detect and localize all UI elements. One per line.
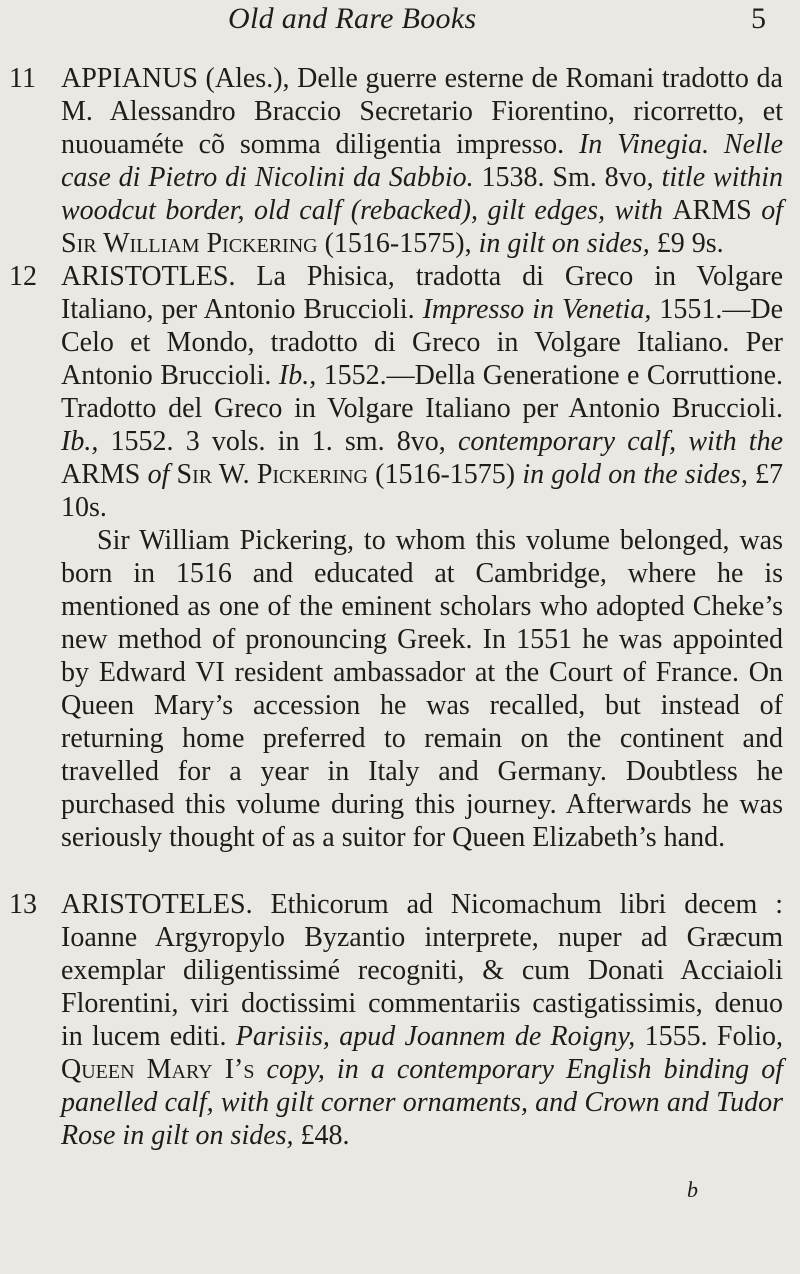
entry-gilt: in gold on the sides, xyxy=(522,459,748,490)
entry-owner-dates: (1516-1575) xyxy=(375,459,516,490)
entry-arms: ARMS xyxy=(672,195,752,226)
entry-ib-2: Ib., xyxy=(61,426,99,457)
page-number: 5 xyxy=(751,2,766,35)
entry-text-part-2: 1552.—Della Generatione e Corruttione. Tradotto del Greco in Volgare Italiano per Antonio Bruccioli. xyxy=(61,360,783,424)
entry-binding: contemporary calf, with the xyxy=(457,426,783,457)
entry-price: £7 10s. xyxy=(61,459,784,523)
entry-owner: Sir W. Pickering xyxy=(176,459,368,490)
entry-owner-dates: (1516-1575), xyxy=(324,228,472,259)
entry-title: ARISTOTLES. La Phisica, tradotta di Greco in Volgare Italiano, per Antonio Bruccioli. xyxy=(61,261,783,325)
entry-date-format: 1555. Folio, xyxy=(644,1021,784,1052)
entry-price: £48. xyxy=(300,1120,350,1151)
entry-owner: Sir William Pickering xyxy=(61,228,318,259)
signature-mark: b xyxy=(687,1177,698,1202)
entry-title: ARISTOTELES. Ethicorum ad Nicomachum libri decem : Ioanne Argyropylo Byzantio interprete, nuper ad Græcum exemplar diligentissimé recogniti, & cum Donati Acciaioli Florentini, viri doctissimi commentariis castigatissimis, denuo in lucem editi. xyxy=(61,889,783,1052)
entry-gilt: in gilt on sides, xyxy=(478,228,650,259)
entry-imprint: In Vinegia. Nelle case di Pietro di Nicolini da Sabbio. xyxy=(61,129,783,193)
entry-text-part-1: 1551.—De Celo et Mondo, tradotto di Greco in Volgare Italiano. Per Antonio Bruccioli. xyxy=(61,294,784,391)
entry-note: Sir William Pickering, to whom this volume belonged, was born in 1516 and educated at Cambridge, where he is mentioned as one of the eminent scholars who adopted Cheke’s new method of pronouncing Greek. In 1551 he was appointed by Edward VI resident ambassador at the Court of France. On Queen Mary’s accession he was recalled, but instead of returning home preferred to remain on the continent and travelled for a year in Italy and Germany. Doubtless he purchased this volume during this journey. Afterwards he was seriously thought of as a suitor for Queen Elizabeth’s hand. xyxy=(61,525,783,853)
entry-of: of xyxy=(147,459,170,490)
entry-binding: copy, in a contemporary English binding of panelled calf, with gilt corner ornaments, and Crown and Tudor Rose in gilt on sides, xyxy=(61,1054,784,1151)
entry-body xyxy=(61,260,783,854)
entry-date-format: 1538. Sm. 8vo, xyxy=(481,162,654,193)
entry-text-part-3: 1552. 3 vols. in 1. sm. 8vo, xyxy=(110,426,446,457)
entry-number: 11 xyxy=(9,63,36,94)
running-title: Old and Rare Books xyxy=(228,2,477,35)
entry-arms: ARMS xyxy=(61,459,141,490)
entry-body xyxy=(61,888,783,1152)
entry-number: 12 xyxy=(9,261,37,292)
entry-ib-1: Ib., xyxy=(278,360,317,391)
entry-imprint: Parisiis, apud Joannem de Roigny, xyxy=(235,1021,636,1052)
entry-description xyxy=(61,62,783,260)
entry-binding: title within woodcut border, old calf (rebacked), gilt edges, with xyxy=(61,162,784,226)
page-header xyxy=(0,2,800,42)
entry-owner: Queen Mary I’s xyxy=(61,1054,255,1085)
entry-description xyxy=(61,888,783,1152)
entry-number: 13 xyxy=(9,889,37,920)
entry-of: of xyxy=(761,195,784,226)
entry-imprint: Impresso in Venetia, xyxy=(422,294,652,325)
entry-price: £9 9s. xyxy=(656,228,724,259)
entry-title: APPIANUS (Ales.), Delle guerre esterne de Romani tradotto da M. Alessandro Braccio Secretario Fiorentino, ricorretto, et nuouaméte cõ somma diligentia impresso. xyxy=(61,63,783,160)
entry-body xyxy=(61,62,783,260)
entry-description xyxy=(61,260,783,524)
